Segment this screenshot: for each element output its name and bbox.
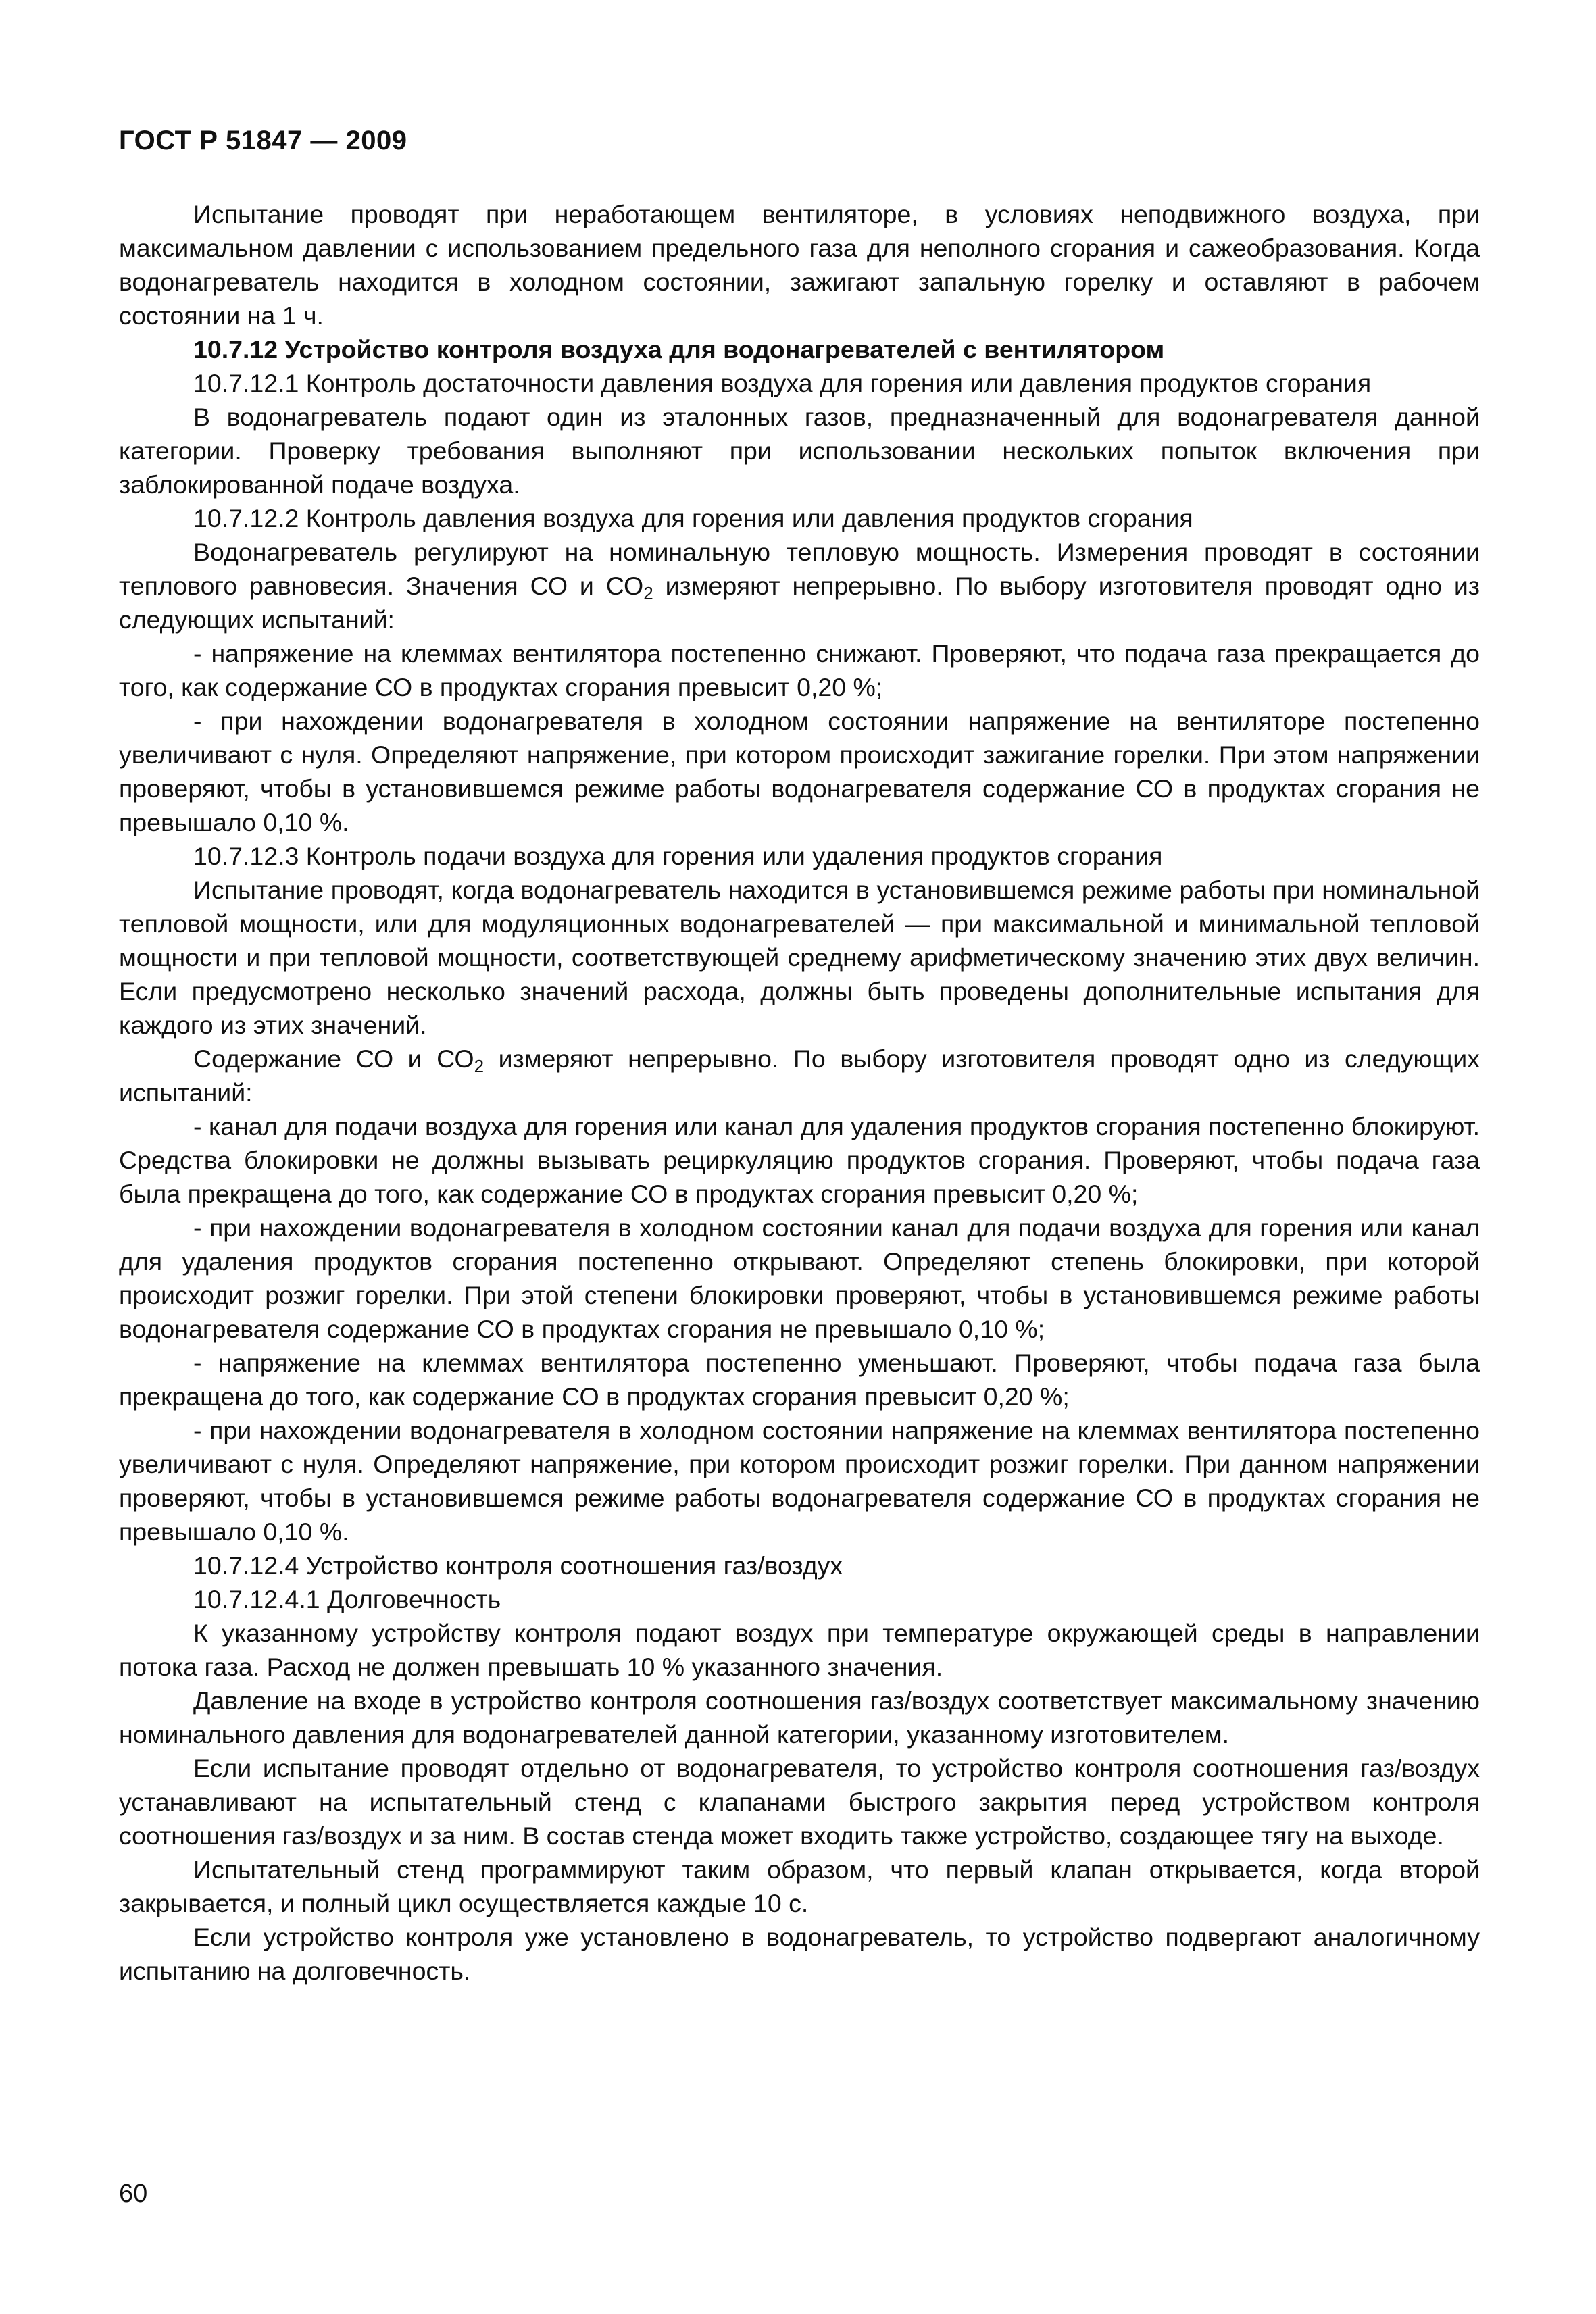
subsection-heading: 10.7.12.3 Контроль подачи воздуха для горения или удаления продуктов сгорания: [193, 842, 1163, 870]
subsection-heading: 10.7.12.2 Контроль давления воздуха для горения или давления продуктов сгорания: [193, 504, 1193, 532]
document-body: [119, 197, 1480, 1988]
text-run: Водонагреватель регулируют на номинальную тепловую мощность. Измерения проводят в состоянии теплового равновесия. Значения СО и СО: [119, 538, 1480, 600]
paragraph: Испытательный стенд программируют таким образом, что первый клапан открывается, когда второй закрывается, и полный цикл осуществляется каждые 10 с.: [119, 1855, 1480, 1917]
list-item: - при нахождении водонагревателя в холодном состоянии напряжение на вентиляторе постепенно увеличивают с нуля. Определяют напряжение, при котором происходит зажигание горелки. При этом напряжении проверяют, чтобы в установившемся режиме работы водонагревателя содержание СО в продуктах сгорания не превышало 0,10 %.: [119, 707, 1480, 836]
paragraph: В водонагреватель подают один из эталонных газов, предназначенный для водонагревателя данной категории. Проверку требования выполняют при использовании нескольких попыток включения при заблокированной подаче воздуха.: [119, 403, 1480, 499]
subsection-heading: 10.7.12.1 Контроль достаточности давления воздуха для горения или давления продуктов сгорания: [193, 369, 1372, 397]
paragraph: К указанному устройству контроля подают воздух при температуре окружающей среды в направлении потока газа. Расход не должен превышать 10 % указанного значения.: [119, 1619, 1480, 1681]
subscript: 2: [474, 1056, 484, 1076]
list-item: - канал для подачи воздуха для горения или канал для удаления продуктов сгорания постепенно блокируют. Средства блокировки не должны вызывать рециркуляцию продуктов сгорания. Проверяют, чтобы подача газа была прекращена до того, как содержание СО в продуктах сгорания превысит 0,20 %;: [119, 1112, 1480, 1208]
paragraph: Испытание проводят при неработающем вентиляторе, в условиях неподвижного воздуха, при максимальном давлении с использованием предельного газа для неполного сгорания и сажеобразования. Когда водонагреватель находится в холодном состоянии, зажигают запальную горелку и оставляют в рабочем состоянии на 1 ч.: [119, 200, 1480, 330]
list-item: - при нахождении водонагревателя в холодном состоянии напряжение на клеммах вентилятора постепенно увеличивают с нуля. Определяют напряжение, при котором происходит розжиг горелки. При данном напряжении проверяют, чтобы в установившемся режиме работы водонагревателя содержание СО в продуктах сгорания не превышало 0,10 %.: [119, 1416, 1480, 1546]
section-heading: 10.7.12 Устройство контроля воздуха для водонагревателей с вентилятором: [193, 335, 1165, 363]
paragraph: Если устройство контроля уже установлено в водонагреватель, то устройство подвергают аналогичному испытанию на долговечность.: [119, 1923, 1480, 1985]
list-item: - напряжение на клеммах вентилятора постепенно снижают. Проверяют, что подача газа прекращается до того, как содержание СО в продуктах сгорания превысит 0,20 %;: [119, 639, 1480, 701]
list-item: - напряжение на клеммах вентилятора постепенно уменьшают. Проверяют, чтобы подача газа была прекращена до того, как содержание СО в продуктах сгорания превысит 0,20 %;: [119, 1349, 1480, 1411]
paragraph: Если испытание проводят отдельно от водонагревателя, то устройство контроля соотношения газ/воздух устанавливают на испытательный стенд с клапанами быстрого закрытия перед устройством контроля соотношения газ/воздух и за ним. В состав стенда может входить также устройство, создающее тягу на выходе.: [119, 1754, 1480, 1850]
text-run: измеряют непрерывно. По выбору изготовителя проводят одно из следующих испытаний:: [119, 572, 1480, 634]
text-run: Содержание СО и СО: [193, 1045, 474, 1073]
text-run: измеряют непрерывно. По выбору изготовителя проводят одно из следующих испытаний:: [119, 1045, 1480, 1107]
standard-header: ГОСТ Р 51847 — 2009: [119, 126, 407, 155]
subsection-heading: 10.7.12.4 Устройство контроля соотношения газ/воздух: [193, 1551, 843, 1580]
paragraph: [119, 1042, 1480, 1109]
list-item: - при нахождении водонагревателя в холодном состоянии канал для подачи воздуха для горения или канал для удаления продуктов сгорания постепенно открывают. Определяют степень блокировки, при которой происходит розжиг горелки. При этой степени блокировки проверяют, чтобы в установившемся режиме работы водонагревателя содержание СО в продуктах сгорания не превышало 0,10 %;: [119, 1213, 1480, 1343]
page-number: 60: [119, 2180, 148, 2208]
paragraph: [119, 535, 1480, 636]
paragraph: Испытание проводят, когда водонагреватель находится в установившемся режиме работы при номинальной тепловой мощности, или для модуляционных водонагревателей — при максимальной и минимальной тепловой мощности и при тепловой мощности, соответствующей среднему арифметическому значению этих двух величин. Если предусмотрено несколько значений расхода, должны быть проведены дополнительные испытания для каждого из этих значений.: [119, 876, 1480, 1039]
subsection-heading: 10.7.12.4.1 Долговечность: [193, 1585, 501, 1613]
subscript: 2: [643, 583, 653, 603]
paragraph: Давление на входе в устройство контроля соотношения газ/воздух соответствует максимальному значению номинального давления для водонагревателей данной категории, указанному изготовителем.: [119, 1686, 1480, 1749]
